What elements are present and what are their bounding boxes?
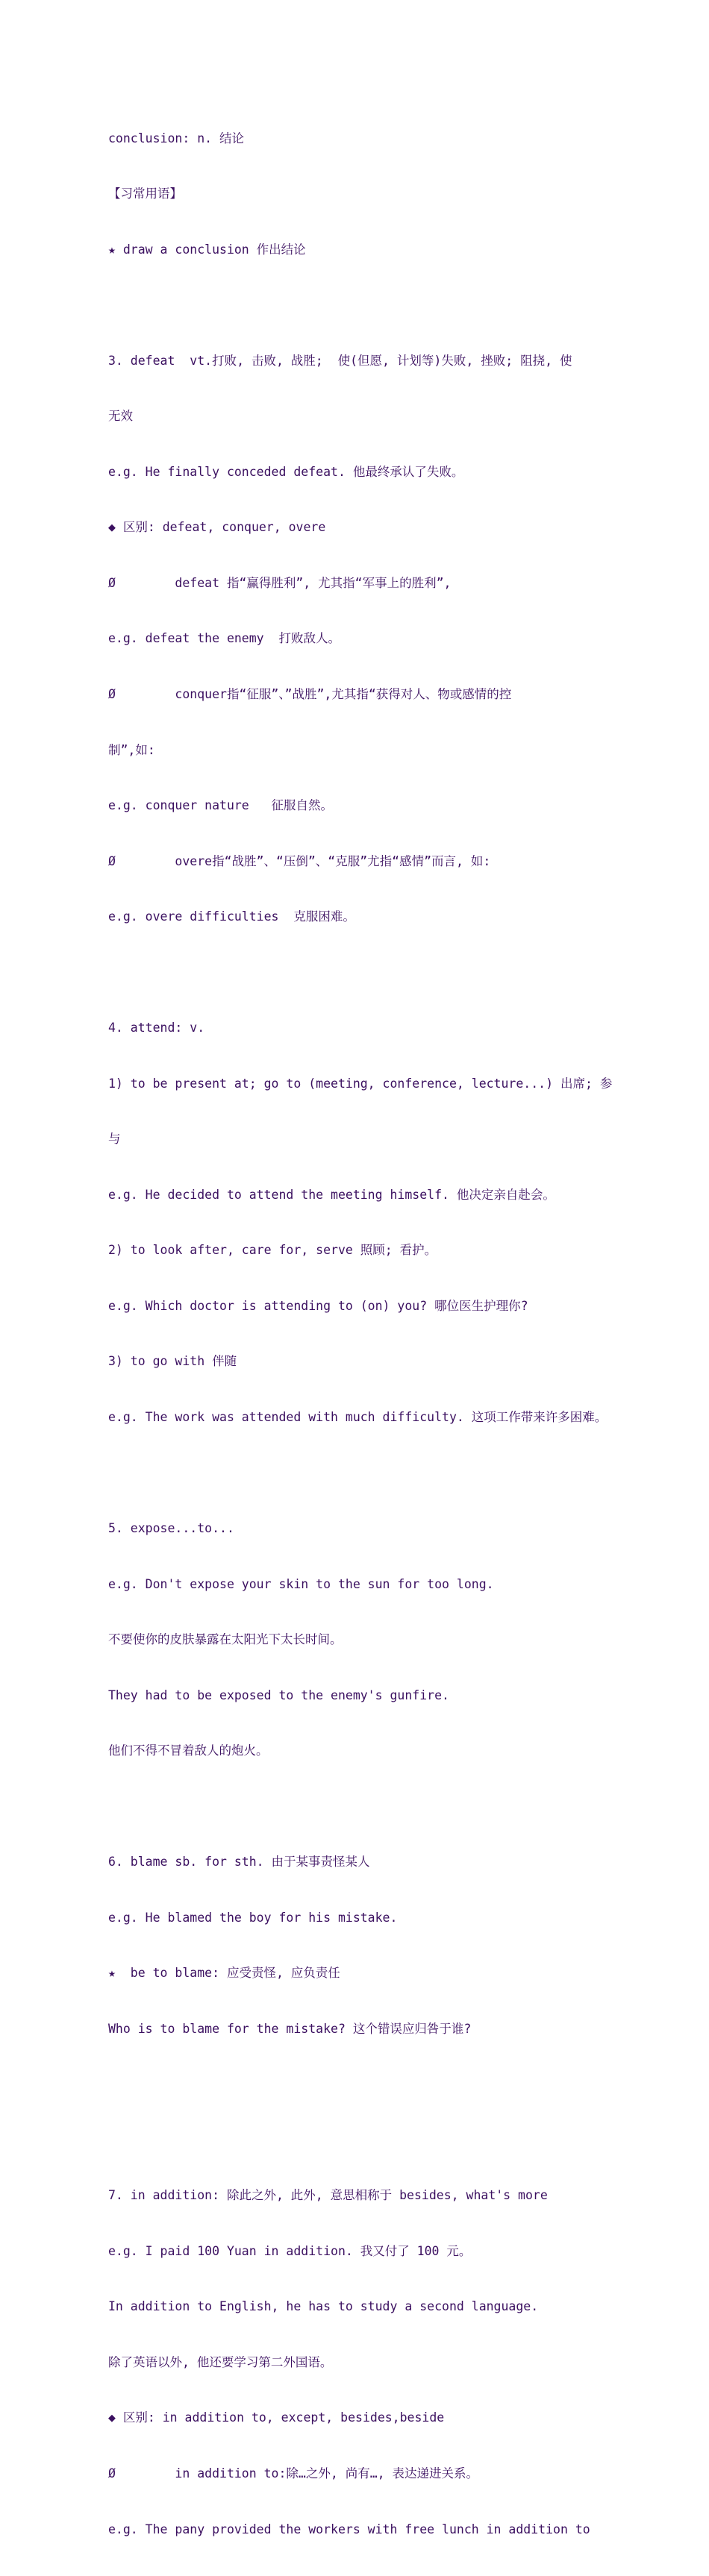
text-line: ★ draw a conclusion 作出结论 bbox=[108, 242, 306, 257]
blank-line bbox=[108, 296, 623, 315]
blank-line bbox=[108, 2075, 623, 2094]
text-line: conclusion: n. 结论 bbox=[108, 131, 245, 145]
text-line: Ø overe指“战胜”、“压倒”、“克服”尤指“感情”而言, 如: bbox=[108, 853, 491, 868]
blank-line bbox=[108, 1464, 623, 1482]
text-line: e.g. Which doctor is attending to (on) you? 哪位医生护理你? bbox=[108, 1298, 528, 1313]
text-line: 3. defeat vt.打败, 击败, 战胜; 使(但愿, 计划等)失败, 挫败; 阻挠, 使 bbox=[108, 353, 572, 368]
document-body bbox=[108, 93, 623, 2576]
text-line: 他们不得不冒着敌人的炮火。 bbox=[108, 1743, 269, 1758]
blank-line bbox=[108, 1798, 623, 1817]
text-line: ◆ 区别: in addition to, except, besides,beside bbox=[108, 2410, 445, 2425]
text-line: 与 bbox=[108, 1132, 121, 1147]
text-line: They had to be exposed to the enemy's gunfire. bbox=[108, 1687, 449, 1702]
text-line: e.g. conquer nature 征服自然。 bbox=[108, 798, 334, 813]
text-line: ◆ 区别: defeat, conquer, overe bbox=[108, 520, 326, 535]
text-line: 5. expose...to... bbox=[108, 1520, 234, 1535]
text-line: Who is to blame for the mistake? 这个错误应归咎于谁? bbox=[108, 2021, 472, 2036]
text-line: e.g. The work was attended with much difficulty. 这项工作带来许多困难。 bbox=[108, 1409, 608, 1424]
blank-line bbox=[108, 964, 623, 983]
text-line: e.g. I paid 100 Yuan in addition. 我又付了 100 元。 bbox=[108, 2243, 472, 2258]
text-line: 7. in addition: 除此之外, 此外, 意思相称于 besides, what's more bbox=[108, 2188, 548, 2203]
text-line: 1) to be present at; go to (meeting, conference, lecture...) 出席; 参 bbox=[108, 1076, 613, 1091]
text-line: e.g. Don't expose your skin to the sun for too long. bbox=[108, 1576, 494, 1591]
text-line: e.g. He finally conceded defeat. 他最终承认了失败。 bbox=[108, 464, 464, 479]
text-line: e.g. defeat the enemy 打败敌人。 bbox=[108, 631, 340, 646]
text-line: 2) to look after, care for, serve 照顾; 看护。 bbox=[108, 1243, 437, 1258]
text-line: In addition to English, he has to study a second language. bbox=[108, 2299, 539, 2314]
text-line: 不要使你的皮肤暴露在太阳光下太长时间。 bbox=[108, 1632, 343, 1647]
text-line: Ø conquer指“征服”、”战胜”,尤其指“获得对人、物或感情的控 bbox=[108, 687, 512, 701]
text-line: 6. blame sb. for sth. 由于某事责怪某人 bbox=[108, 1855, 370, 1870]
blank-line bbox=[108, 2131, 623, 2150]
text-line: ★ be to blame: 应受责怪, 应负责任 bbox=[108, 1966, 340, 1981]
text-line: 4. attend: v. bbox=[108, 1021, 205, 1035]
text-line: 3) to go with 伴随 bbox=[108, 1354, 237, 1369]
text-line: Ø defeat 指“赢得胜利”, 尤其指“军事上的胜利”, bbox=[108, 575, 452, 590]
text-line: e.g. The pany provided the workers with free lunch in addition to bbox=[108, 2522, 590, 2536]
text-line: e.g. He blamed the boy for his mistake. bbox=[108, 1910, 398, 1925]
text-line: 制”,如: bbox=[108, 742, 155, 757]
text-line: e.g. overe difficulties 克服困难。 bbox=[108, 909, 355, 924]
text-line: Ø in addition to:除…之外, 尚有…, 表达递进关系。 bbox=[108, 2466, 479, 2481]
text-line: 无效 bbox=[108, 409, 133, 424]
text-line: 【习常用语】 bbox=[108, 187, 182, 201]
text-line: 除了英语以外, 他还要学习第二外国语。 bbox=[108, 2354, 333, 2369]
text-line: e.g. He decided to attend the meeting himself. 他决定亲自赴会。 bbox=[108, 1187, 555, 1202]
